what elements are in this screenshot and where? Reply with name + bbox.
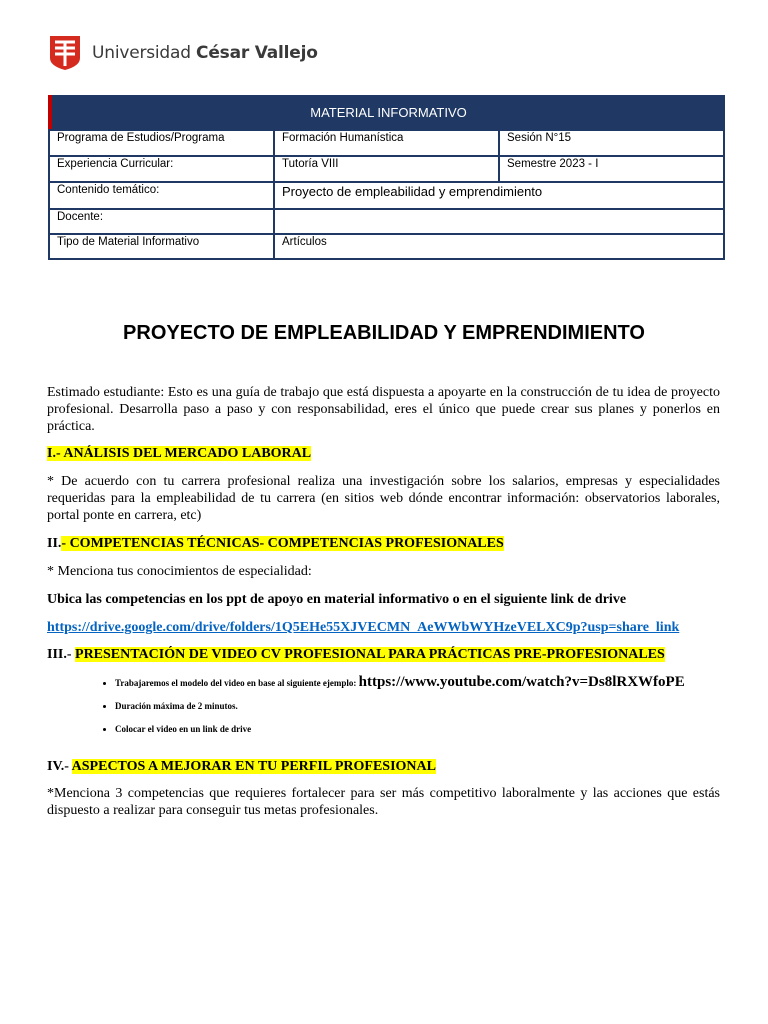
table-cell: Formación Humanística	[274, 130, 499, 156]
section-4-text: *Menciona 3 competencias que requieres fortalecer para ser más competitivo laboralmente y las acciones que estás dispuesto a realizar para conseguir tus metas profesionales.	[47, 786, 720, 818]
table-cell: Tipo de Material Informativo	[49, 234, 274, 259]
section-heading-2: II.- COMPETENCIAS TÉCNICAS- COMPETENCIAS PROFESIONALES	[47, 536, 504, 551]
table-cell: Contenido temático:	[49, 182, 274, 209]
table-cell: Experiencia Curricular:	[49, 156, 274, 182]
section-heading-4: IV.- ASPECTOS A MEJORAR EN TU PERFIL PROFESIONAL	[47, 759, 436, 774]
list-item: • Trabajaremos el modelo del video en base al siguiente ejemplo: https://www.youtube.com/watch?v=Ds8lRXWfoPE	[115, 675, 720, 690]
list-item: • Colocar el video en un link de drive	[115, 722, 720, 736]
table-cell	[274, 209, 724, 234]
table-row	[49, 234, 724, 259]
drive-link[interactable]: https://drive.google.com/drive/folders/1Q5EHe55XJVECMN_AeWWbWYHzeVELXC9p?usp=share_link	[47, 620, 680, 635]
table-row	[49, 209, 724, 234]
university-logo	[50, 36, 318, 70]
table-cell: Programa de Estudios/Programa	[49, 130, 274, 156]
table-row	[49, 182, 724, 209]
section-heading-3: III.- PRESENTACIÓN DE VIDEO CV PROFESIONAL PARA PRÁCTICAS PRE-PROFESIONALES	[47, 647, 665, 662]
section-heading-1: I.- ANÁLISIS DEL MERCADO LABORAL	[47, 446, 312, 461]
table-cell: Tutoría VIII	[274, 156, 499, 182]
university-name: Universidad César Vallejo	[92, 43, 318, 63]
table-cell: Artículos	[274, 234, 724, 259]
table-cell: Semestre 2023 - I	[499, 156, 724, 182]
video-instructions-list	[47, 675, 720, 736]
section-2-text: * Menciona tus conocimientos de especialidad:	[47, 564, 312, 579]
section-2-bold-text: Ubica las competencias en los ppt de apoyo en material informativo o en el siguiente link de drive	[47, 592, 627, 607]
ucv-shield-icon	[50, 36, 80, 70]
youtube-link[interactable]: https://www.youtube.com/watch?v=Ds8lRXWfoPE	[358, 674, 685, 690]
table-row	[49, 156, 724, 182]
material-info-table	[48, 95, 725, 260]
table-cell: Docente:	[49, 209, 274, 234]
intro-paragraph: Estimado estudiante: Esto es una guía de trabajo que está dispuesta a apoyarte en la construcción de tu idea de proyecto profesional. Desarrolla paso a paso y con responsabilidad, eres el único que puede crear sus planes y ponerlos en práctica.	[47, 385, 720, 434]
material-info-header: MATERIAL INFORMATIVO	[48, 95, 725, 129]
table-cell: Sesión N°15	[499, 130, 724, 156]
document-body	[47, 384, 720, 819]
section-1-text: * De acuerdo con tu carrera profesional realiza una investigación sobre los salarios, empresas y especialidades requeridas para la empleabilidad de tu carrera (en sitios web dónde encontrar información: observatorios laborales, portal ponte en carrera, etc)	[47, 474, 720, 523]
table-row	[49, 130, 724, 156]
page-title: PROYECTO DE EMPLEABILIDAD Y EMPRENDIMIENTO	[123, 322, 645, 344]
table-cell: Proyecto de empleabilidad y emprendimiento	[274, 182, 724, 209]
list-item: • Duración máxima de 2 minutos.	[115, 699, 720, 713]
